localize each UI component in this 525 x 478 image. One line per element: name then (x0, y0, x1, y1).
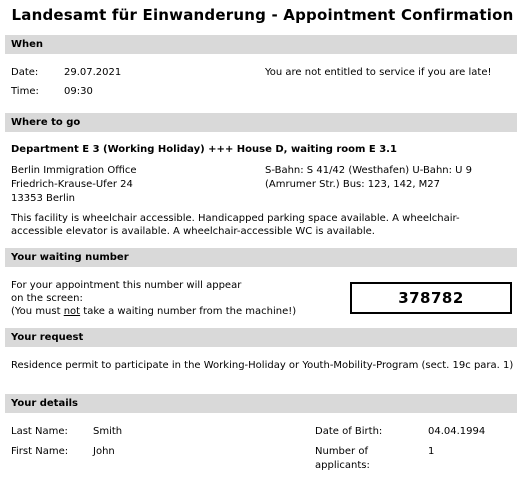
accessibility-info: This facility is wheelchair accessible. Handicapped parking space available. A wheelchair-accessible elevator is available. A wheelchair-accessible WC is available. (11, 213, 460, 237)
address-line-1: Berlin Immigration Office (11, 165, 137, 176)
last-name-value: Smith (93, 426, 123, 437)
waiting-number-box (350, 282, 512, 314)
section-header-where: Where to go (5, 113, 517, 132)
transit-line-1: S-Bahn: S 41/42 (Westhafen) U-Bahn: U 9 (265, 165, 473, 176)
late-notice: You are not entitled to service if you are late! (265, 67, 492, 78)
waiting-line-3-not: not (63, 306, 81, 317)
time-value: 09:30 (64, 86, 93, 97)
waiting-line-2: on the screen: (11, 293, 83, 304)
department: Department E 3 (Working Holiday) +++ House D, waiting room E 3.1 (11, 144, 397, 155)
last-name-label: Last Name: (11, 426, 68, 437)
waiting-line-3 (11, 305, 296, 318)
first-name-label: First Name: (11, 446, 69, 457)
waiting-number: 378782 (398, 289, 464, 307)
dob-value: 04.04.1994 (428, 426, 486, 437)
section-header-request: Your request (5, 328, 517, 347)
waiting-line-1: For your appointment this number will appear (11, 280, 242, 291)
request-text: Residence permit to participate in the Working-Holiday or Youth-Mobility-Program (sect. 19c para. 1) (11, 360, 514, 371)
applicants-value: 1 (428, 446, 435, 457)
time-label: Time: (11, 86, 39, 97)
section-header-waiting: Your waiting number (5, 248, 517, 267)
applicants-label-line-1: Number of (315, 446, 368, 457)
address-line-2: Friedrich-Krause-Ufer 24 (11, 179, 133, 190)
section-header-when: When (5, 35, 517, 54)
waiting-line-3-post: take a waiting number from the machine!) (80, 306, 297, 317)
address-line-3: 13353 Berlin (11, 193, 76, 204)
date-value: 29.07.2021 (64, 67, 122, 78)
section-header-details: Your details (5, 394, 517, 413)
dob-label: Date of Birth: (315, 426, 383, 437)
first-name-value: John (93, 446, 115, 457)
transit-line-2: (Amrumer Str.) Bus: 123, 142, M27 (265, 179, 441, 190)
waiting-line-3-pre: (You must (11, 306, 64, 317)
applicants-label-line-2: applicants: (315, 460, 370, 471)
date-label: Date: (11, 67, 39, 78)
page-title: Landesamt für Einwanderung - Appointment Confirmation (11, 6, 514, 24)
